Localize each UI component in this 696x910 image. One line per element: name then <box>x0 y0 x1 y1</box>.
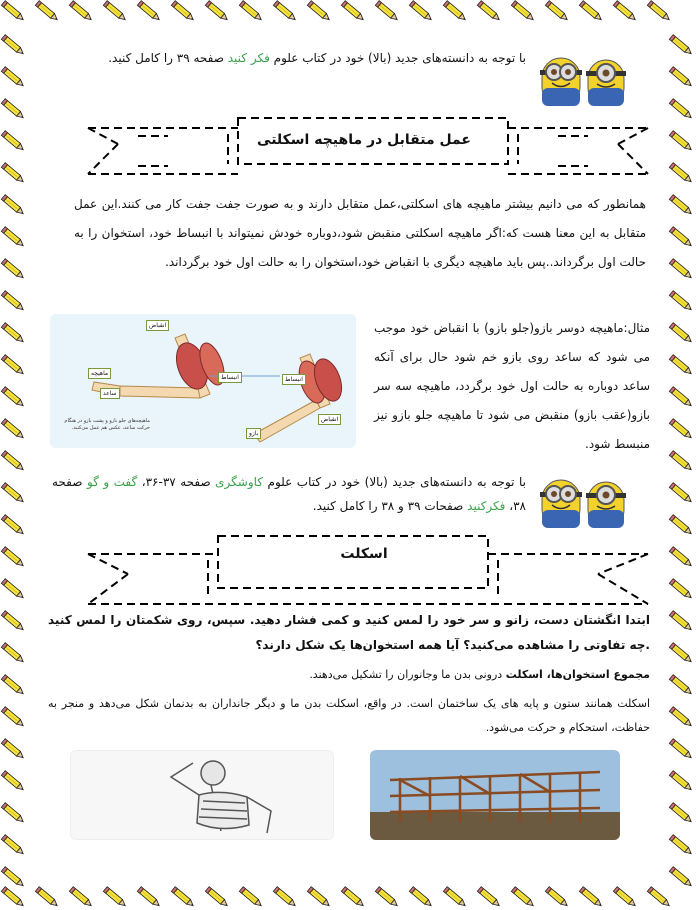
pencil-icon <box>35 1 59 22</box>
pencil-icon <box>669 611 693 632</box>
paragraph-last: اسکلت همانند ستون و پایه های یک ساختمان است. در واقع، اسکلت بدن ما و دیگر جانداران به بدنمان شکل می‌دهد و منجر به حفاظت، استحکام و حرکت می‌شود. <box>48 697 650 734</box>
pencil-icon <box>669 259 693 280</box>
pencil-icon <box>669 579 693 600</box>
diagram-label-upperarm: بازو <box>246 428 261 439</box>
pencil-icon <box>171 1 195 22</box>
pencil-icon <box>1 355 25 376</box>
pencil-icon <box>171 887 195 908</box>
pencil-icon <box>1 803 25 824</box>
pencil-icon <box>307 887 331 908</box>
pencil-icon <box>239 1 263 22</box>
pencil-icon <box>1 387 25 408</box>
pencil-icon <box>205 887 229 908</box>
pencil-icon <box>669 547 693 568</box>
pencil-icon <box>669 675 693 696</box>
pencil-icon <box>307 1 331 22</box>
pencil-icon <box>669 707 693 728</box>
pencil-icon <box>669 771 693 792</box>
pencil-icon <box>1 163 25 184</box>
pencil-icon <box>669 163 693 184</box>
pencil-icon <box>103 1 127 22</box>
pencil-icon <box>669 355 693 376</box>
pencil-icon <box>613 1 637 22</box>
skeleton-image <box>70 750 334 840</box>
pencil-icon <box>409 887 433 908</box>
pencil-icon <box>669 323 693 344</box>
pencil-icon <box>511 887 535 908</box>
pencil-icon <box>1 451 25 472</box>
pencil-icon <box>669 515 693 536</box>
pencil-icon <box>669 419 693 440</box>
pencil-icon <box>1 611 25 632</box>
pencil-icon <box>273 1 297 22</box>
pencil-icon <box>669 451 693 472</box>
arm-muscle-diagram <box>50 314 356 448</box>
pencil-icon <box>669 67 693 88</box>
pencil-icon <box>669 483 693 504</box>
bold-paragraph: ابتدا انگشتان دست، زانو و سر خود را لمس کنید و کمی فشار دهید. سپس، روی شکمتان را لمس کنید .چه تفاوتی را مشاهده می‌کنید؟ آیا همه استخوان‌ها یک شکل دارند؟ <box>48 613 650 652</box>
pencil-icon <box>669 867 693 888</box>
diagram-label-relax-1: انبساط <box>218 372 242 383</box>
pencil-icon <box>647 1 671 22</box>
pencil-icon <box>669 643 693 664</box>
pencil-icon <box>273 887 297 908</box>
pencil-icon <box>669 99 693 120</box>
pencil-icon <box>511 1 535 22</box>
pencil-icon <box>443 887 467 908</box>
pencil-icon <box>669 195 693 216</box>
pencil-icon <box>1 291 25 312</box>
pencil-icon <box>69 887 93 908</box>
pencil-icon <box>1 419 25 440</box>
pencil-icon <box>669 291 693 312</box>
pencil-icon <box>1 35 25 56</box>
banner-skeleton <box>78 534 650 606</box>
pencil-icon <box>1 707 25 728</box>
pencil-icon <box>341 887 365 908</box>
pencil-icon <box>477 887 501 908</box>
pencil-icon <box>669 739 693 760</box>
pencil-icon <box>69 1 93 22</box>
pencil-icon <box>1 195 25 216</box>
pencil-icon <box>1 483 25 504</box>
diagram-label-relax-2: انبساط <box>282 374 306 385</box>
banner-muscle-title: عمل متقابل در ماهیچه اسکلتی <box>257 132 471 148</box>
pencil-icon <box>1 515 25 536</box>
minions-image <box>528 48 636 106</box>
pencil-icon <box>1 259 25 280</box>
diagram-caption: ماهیچه‌های جلو بازو و پشت بازو در هنگام حرکت ساعد، عکس هم عمل می‌کنند. <box>64 418 150 431</box>
pencil-icon <box>375 1 399 22</box>
pencil-icon <box>669 803 693 824</box>
pencil-icon <box>1 835 25 856</box>
intro-text-2: با توجه به دانسته‌های جدید (بالا) خود در کتاب علوم کاوشگری صفحه ۳۷-۳۶، گفت و گو صفحه ۳۸، فکرکنید صفحات ۳۹ و ۳۸ را کامل کنید. <box>52 475 526 513</box>
pencil-icon <box>545 887 569 908</box>
pencil-icon <box>137 887 161 908</box>
pencil-icon <box>669 227 693 248</box>
diagram-label-muscle: ماهیچه <box>88 368 111 379</box>
pencil-icon <box>1 99 25 120</box>
pencil-icon <box>35 887 59 908</box>
pencil-icon <box>1 547 25 568</box>
pencil-icon <box>341 1 365 22</box>
diagram-label-forearm: ساعد <box>100 388 120 399</box>
pencil-icon <box>1 1 25 22</box>
diagram-label-contract-2: انقباض <box>318 414 341 425</box>
pencil-icon <box>409 1 433 22</box>
pencil-icon <box>613 887 637 908</box>
pencil-icon <box>579 1 603 22</box>
definition-line: مجموع استخوان‌ها، اسکلت درونی بدن ما وجانوران را تشکیل می‌دهند. <box>309 668 650 681</box>
pencil-icon <box>669 387 693 408</box>
pencil-icon <box>1 579 25 600</box>
pencil-icon <box>477 1 501 22</box>
pencil-icon <box>443 1 467 22</box>
example-text: مثال:ماهیچه دوسر بازو(جلو بازو) با انقباض خود موجب می شود که ساعد روی بازو خم شود حال برای آنکه ساعد دوباره به حالت اول خود برگردد، ماهیچه سه سر بازو(عقب بازو) منقبض می شود تا ماهیچه جلو بازو نیز منبسط شود. <box>374 321 650 451</box>
pencil-icon <box>669 131 693 152</box>
pencil-icon <box>1 131 25 152</box>
banner-skeleton-title: اسکلت <box>340 546 388 562</box>
pencil-icon <box>647 887 671 908</box>
paragraph-1: همانطور که می دانیم بیشتر ماهیچه های اسکلتی،عمل متقابل دارند و به صورت جفت جفت کار می کنند.این عمل متقابل به این معنا هست که:اگر ماهیچه اسکلتی منقبض شود،دوباره خودش نمیتواند با انبساط خود، استخوان را به حالت اول برگرداند..پس باید ماهیچه دیگری با انقباض خود،استخوان را به حالت اول خود برگرداند. <box>74 197 646 269</box>
pencil-icon <box>1 323 25 344</box>
pencil-icon <box>669 35 693 56</box>
pencil-icon <box>579 887 603 908</box>
building-frame-image <box>370 750 620 840</box>
pencil-icon <box>137 1 161 22</box>
intro-text-1: با توجه به دانسته‌های جدید (بالا) خود در کتاب علوم فکر کنید صفحه ۳۹ را کامل کنید. <box>108 51 526 65</box>
pencil-icon <box>1 887 25 908</box>
pencil-icon <box>239 887 263 908</box>
pencil-icon <box>545 1 569 22</box>
pencil-icon <box>1 771 25 792</box>
pencil-icon <box>1 227 25 248</box>
pencil-icon <box>1 675 25 696</box>
pencil-icon <box>1 867 25 888</box>
pencil-icon <box>205 1 229 22</box>
banner-muscle <box>78 114 650 176</box>
pencil-icon <box>1 643 25 664</box>
pencil-icon <box>1 739 25 760</box>
pencil-icon <box>103 887 127 908</box>
pencil-icon <box>375 887 399 908</box>
minions-image-2 <box>528 470 636 528</box>
diagram-label-contract-1: انقباض <box>146 320 169 331</box>
pencil-icon <box>1 67 25 88</box>
pencil-icon <box>669 835 693 856</box>
